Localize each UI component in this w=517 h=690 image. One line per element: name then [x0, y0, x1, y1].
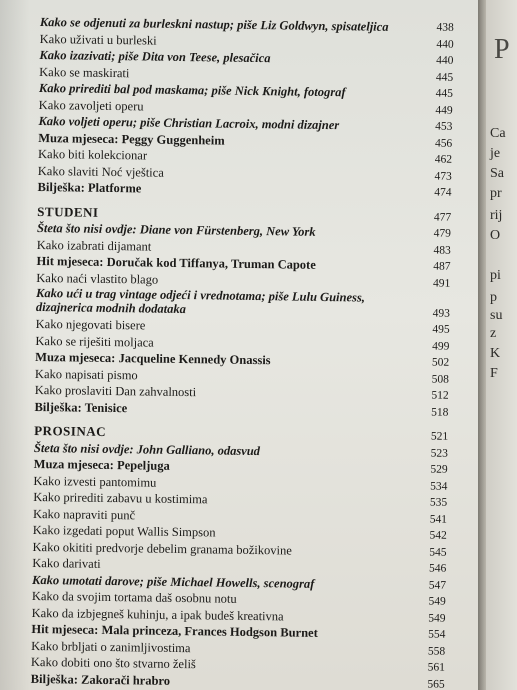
toc-entry-title: Hit mjeseca: Doručak kod Tiffanya, Truman Capote — [36, 253, 316, 272]
toc-entry-title: Bilješka: Tenisice — [34, 399, 128, 415]
toc-entry-title: Šteta što nisi ovdje: John Galliano, odasvud — [33, 440, 261, 458]
toc-page-number: 523 — [430, 446, 448, 460]
toc-entry-title: Kako uživati u burleski — [39, 31, 157, 48]
toc-page-number: 483 — [433, 244, 451, 257]
toc-page-number: 554 — [428, 628, 446, 641]
toc-page-number: 535 — [429, 496, 448, 509]
toc-entry-title: Kako napisati pismo — [34, 366, 138, 382]
toc-page-number: 456 — [434, 137, 453, 150]
toc-entry-title: Kako brbljati o zanimljivostima — [31, 638, 191, 655]
toc-entry-title: Kako biti kolekcionar — [37, 146, 148, 163]
toc-entry-title: STUDENI — [37, 203, 99, 220]
toc-entry-title: Kako napraviti punč — [32, 506, 136, 522]
toc-page-number: 529 — [430, 463, 448, 476]
toc-page-number: 561 — [427, 661, 445, 674]
toc-page-number: 542 — [429, 529, 447, 542]
toc-page-number: 445 — [435, 87, 454, 100]
facing-page-text-fragment: rij — [490, 208, 503, 223]
toc-entry-title: Kako izvesti pantomimu — [33, 473, 157, 490]
toc-page-number: 438 — [436, 21, 454, 34]
facing-page-text-fragment: Sa — [490, 166, 504, 181]
toc-page-number: 449 — [435, 104, 453, 117]
toc-page-number: 474 — [434, 186, 452, 199]
toc-entry-title: Bilješka: Zakorači hrabro — [30, 671, 171, 688]
toc-entry-title: Šteta što nisi ovdje: Diane von Fürstenberg, New York — [36, 220, 316, 239]
toc-entry-title: Kako naći vlastito blago — [36, 270, 159, 287]
facing-page-text-fragment: K — [490, 346, 501, 361]
toc-page-number: 462 — [434, 153, 453, 166]
toc-page-number: 549 — [428, 611, 446, 625]
facing-page-text-fragment: O — [490, 228, 501, 243]
toc-page-number: 508 — [431, 373, 450, 386]
facing-page — [486, 0, 517, 690]
facing-page-text-fragment: z — [490, 326, 497, 341]
toc-page-number: 495 — [432, 323, 450, 336]
toc-page-number: 477 — [433, 211, 452, 224]
toc-page-number: 473 — [434, 170, 452, 183]
facing-page-text-fragment: je — [490, 146, 501, 161]
toc-entry-title: Bilješka: Platforme — [37, 179, 142, 196]
toc-page-number: 440 — [436, 54, 454, 67]
toc-page-number: 491 — [432, 277, 451, 290]
toc-page-number: 499 — [432, 340, 450, 353]
toc-page-number: 547 — [428, 578, 447, 592]
toc-entry-title: Kako prirediti bal pod maskama; piše Nick Knight, fotograf — [38, 80, 346, 100]
toc-entry-title: Kako zavoljeti operu — [38, 97, 144, 113]
toc-entry-title: Kako se riješiti moljaca — [35, 333, 154, 350]
facing-page-text-fragment: F — [490, 366, 498, 381]
toc-entry-title: Kako darivati — [32, 555, 101, 571]
toc-page-number: 445 — [435, 71, 454, 84]
facing-page-text-fragment: pr — [490, 186, 502, 201]
facing-page-text-fragment: p — [490, 290, 497, 305]
toc-page-number: 541 — [429, 512, 448, 526]
facing-page-text-fragment: P — [494, 34, 510, 65]
toc-entry-title: Kako se odjenuti za burleskni nastup; piše Liz Goldwyn, spisateljica — [39, 14, 389, 34]
toc-entry-title: Kako njegovati bisere — [35, 316, 146, 333]
toc-entry-title: Muza mjeseca: Jacqueline Kennedy Onassis — [35, 349, 271, 368]
toc-entry-title: Kako izgedati poput Wallis Simpson — [32, 522, 216, 540]
toc-page-number: 502 — [431, 356, 450, 369]
toc-entry-title: Kako da svojim tortama daš osobnu notu — [31, 588, 237, 606]
toc-entry-title: Kako izazivati; piše Dita von Teese, plesačica — [39, 47, 271, 66]
toc-entry-title: Kako prirediti zabavu u kostimima — [33, 489, 208, 507]
toc-page-number: 479 — [433, 227, 452, 240]
toc-entry-title: Muza mjeseca: Peggy Guggenheim — [38, 130, 225, 148]
toc-entry-title: Kako slaviti Noć vještica — [37, 163, 164, 180]
toc-page-number: 440 — [436, 38, 454, 51]
toc-page-number: 487 — [433, 260, 451, 273]
toc-page-number: 558 — [427, 644, 446, 658]
toc-entry-title: Kako izabrati dijamant — [36, 237, 152, 254]
toc-page-number: 493 — [432, 307, 450, 320]
toc-entry-title: Hit mjeseca: Mala princeza, Frances Hodgson Burnet — [31, 621, 318, 640]
toc-page-number: 512 — [431, 389, 449, 402]
toc-entry-title: Kako dobiti ono što stvarno želiš — [30, 654, 196, 672]
toc-page-number: 545 — [429, 545, 447, 559]
toc-entry-title: Kako okititi predvorje debelim granama božikovine — [32, 539, 292, 558]
toc-entry-title: Kako se maskirati — [39, 64, 130, 80]
toc-entry-title: Kako proslaviti Dan zahvalnosti — [34, 382, 197, 400]
toc-entry-title: Kako da izbjegneš kuhinju, a ipak budeš kreativna — [31, 605, 284, 623]
toc-entry-title: Kako ući u trag vintage odjeći i vrednotama; piše Lulu Guiness, dizajnerica modnih dodataka — [35, 285, 366, 317]
toc-page-number: 546 — [428, 562, 447, 575]
facing-page-text-fragment: pi — [490, 268, 501, 283]
toc-page-number: 549 — [428, 595, 446, 608]
toc-page-number: 453 — [435, 120, 453, 133]
book-gutter — [478, 0, 486, 690]
toc-entry-title: Kako voljeti operu; piše Christian Lacroix, modni dizajner — [38, 113, 340, 133]
toc-entry-title: PROSINAC — [34, 422, 107, 439]
facing-page-text-fragment: Ca — [490, 126, 506, 141]
toc-page-number: 534 — [430, 479, 448, 493]
table-of-contents — [31, 14, 454, 690]
toc-entry-title: Kako umotati darove; piše Michael Howells, scenograf — [32, 572, 315, 591]
toc-page-number: 518 — [431, 406, 449, 419]
toc-entry-title: Muza mjeseca: Pepeljuga — [33, 456, 170, 473]
toc-page-number: 521 — [430, 430, 449, 443]
facing-page-text-fragment: su — [490, 308, 503, 323]
toc-page-number: 565 — [427, 677, 445, 690]
